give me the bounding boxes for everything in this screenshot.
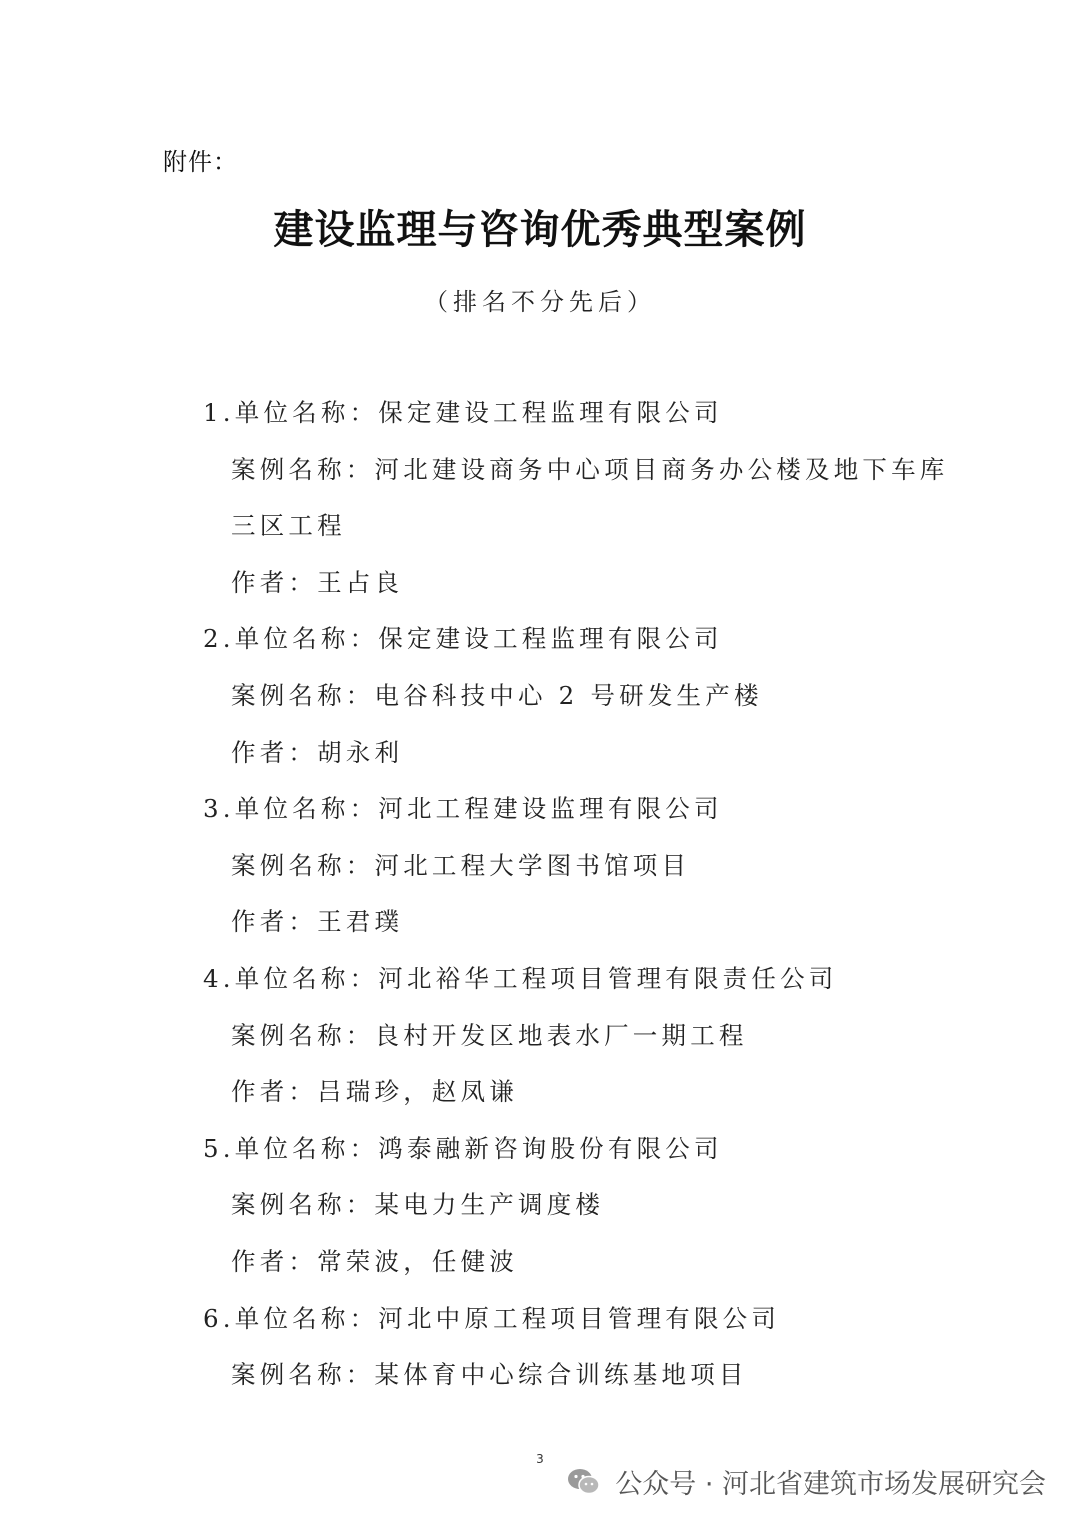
case-entry [0,393,1080,619]
unit-name: 6.单位名称：河北中原工程项目管理有限公司 [203,1303,781,1333]
case-list [0,393,1080,1412]
case-entry [0,959,1080,1129]
unit-name: 2.单位名称：保定建设工程监理有限公司 [203,624,723,654]
case-entry [0,789,1080,959]
case-name: 三区工程 [231,511,346,541]
unit-name: 1.单位名称：保定建设工程监理有限公司 [203,398,723,427]
watermark-text: 公众号 · 河北省建筑市场发展研究会 [615,1469,1046,1500]
unit-name: 4.单位名称：河北裕华工程项目管理有限责任公司 [203,963,838,993]
unit-name: 5.单位名称：鸿泰融新咨询股份有限公司 [203,1133,723,1163]
case-name: 案例名称：电谷科技中心 2 号研发生产楼 [231,680,763,710]
document-subtitle: （排名不分先后） [424,288,656,316]
author: 作者：王君璞 [231,907,404,937]
case-name: 案例名称：河北建设商务中心项目商务办公楼及地下车库 [231,454,949,484]
author: 作者：胡永利 [231,737,404,767]
author: 作者：吕瑞珍，赵凤谦 [231,1077,518,1107]
case-name: 案例名称：良村开发区地表水厂一期工程 [231,1020,748,1050]
attachment-label: 附件： [163,148,238,176]
case-entry [0,1129,1080,1299]
author: 作者：王占良 [231,567,404,597]
author: 作者：常荣波，任健波 [231,1246,518,1276]
case-name: 案例名称：某电力生产调度楼 [231,1190,605,1220]
document-title: 建设监理与咨询优秀典型案例 [273,207,807,253]
page-number: 3 [536,1452,544,1466]
case-entry [0,619,1080,789]
case-name: 案例名称：某体育中心综合训练基地项目 [231,1360,748,1390]
case-name: 案例名称：河北工程大学图书馆项目 [231,850,691,880]
unit-name: 3.单位名称：河北工程建设监理有限公司 [203,794,723,824]
wechat-icon [567,1467,601,1497]
case-entry [0,1299,1080,1412]
watermark [567,1462,1046,1501]
